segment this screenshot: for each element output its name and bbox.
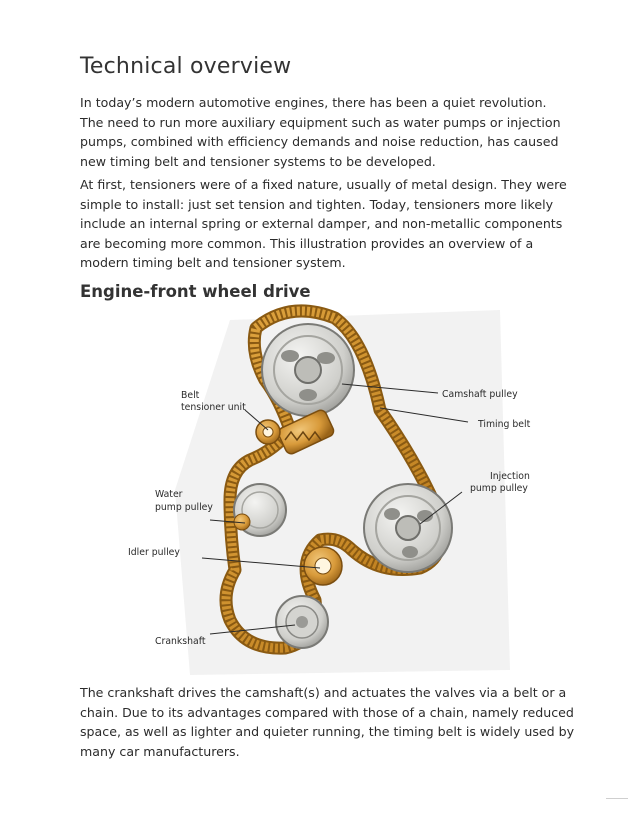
page-title: Technical overview — [80, 54, 292, 79]
intro-paragraph-2: At first, tensioners were of a fixed nature, usually of metal design. They were simple to install: just set tension and tighten. Today, tensioners more likely include an internal spring or external damper, and non-metallic components are becoming more common. This illustration provides an overview of a modern timing belt and tensioner system. — [80, 177, 567, 270]
label-belt-tensioner-2: tensioner unit — [181, 402, 246, 413]
label-injection-2: pump pulley — [470, 483, 528, 494]
label-belt-tensioner-1: Belt — [181, 390, 200, 401]
label-idler-pulley: Idler pulley — [128, 547, 180, 558]
label-injection-1: Injection — [490, 471, 530, 482]
label-water-1: Water — [155, 489, 183, 500]
timing-belt-illustration — [80, 300, 531, 680]
injection-pump-pulley — [364, 484, 452, 572]
timing-belt-diagram — [80, 300, 531, 680]
label-water-2: pump pulley — [155, 502, 213, 513]
intro-paragraph-1: In today’s modern automotive engines, there has been a quiet revolution. The need to run more auxiliary equipment such as water pumps or injection pumps, combined with efficiency demands and noise reduction, has caused new timing belt and tensioner systems to be developed. — [80, 95, 561, 169]
crankshaft-pulley — [276, 596, 328, 648]
label-crankshaft: Crankshaft — [155, 636, 206, 647]
page-corner-mark — [606, 798, 628, 799]
label-camshaft-pulley: Camshaft pulley — [442, 389, 518, 400]
idler-pulley — [304, 547, 342, 585]
camshaft-pulley — [262, 324, 354, 416]
water-pump-pulley — [234, 484, 286, 536]
label-timing-belt: Timing belt — [478, 419, 531, 430]
closing-paragraph: The crankshaft drives the camshaft(s) and actuates the valves via a belt or a chain. Due to its advantages compared with those of a chain, namely reduced space, as well as lighter and quieter running, the timing belt is widely used by many car manufacturers. — [80, 685, 575, 759]
section-heading: Engine-front wheel drive — [80, 282, 311, 301]
